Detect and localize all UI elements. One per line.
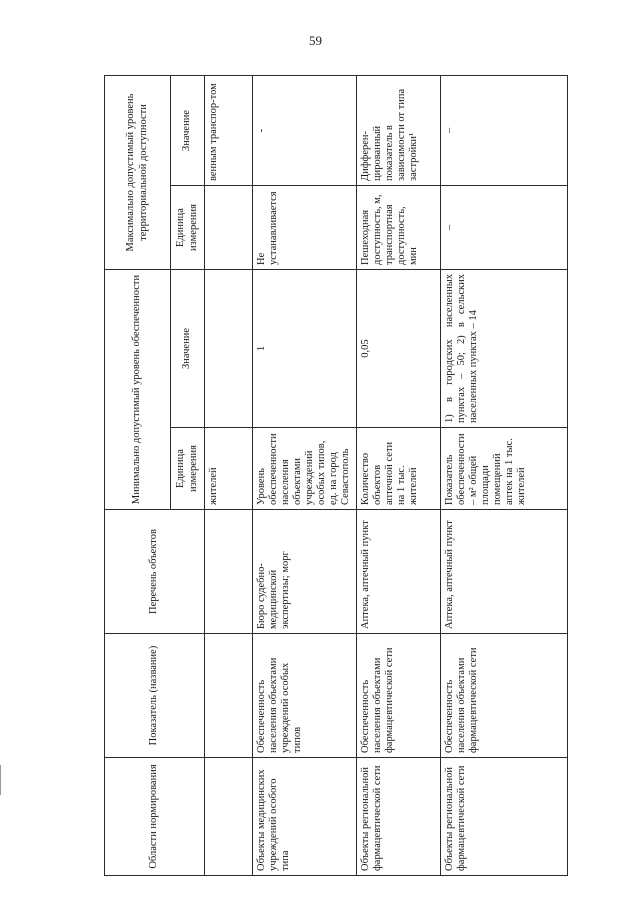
cell-objects: Аптека, аптечный пункт [440, 510, 567, 634]
header-objects: Перечень объектов [105, 510, 205, 634]
header-max-group: Максимально допустимый уровень территориальной доступности [105, 76, 171, 270]
cell-min-value: 0,05 [356, 270, 440, 428]
cell-indicator: Обеспеченность населения объектами фармацевтической сети [440, 634, 567, 758]
rotated-table-wrapper [104, 76, 559, 876]
cell-min-unit: Показатель обеспеченности – м² общей площади помещений аптек на 1 тыс. жителей [440, 428, 567, 510]
table-row [205, 76, 253, 876]
header-indicator: Показатель (название) [105, 634, 205, 758]
scan-edge-mark [0, 765, 1, 795]
table-body [205, 76, 568, 876]
cell-min-value [205, 270, 253, 428]
cell-indicator: Обеспеченность населения объектами фармацевтической сети [356, 634, 440, 758]
table-row [356, 76, 440, 876]
cell-area: Объекты региональной фармацевтической сети [356, 758, 440, 876]
header-min-value: Значение [171, 270, 205, 428]
header-max-unit: Единица измерения [171, 186, 205, 270]
cell-min-unit: Уровень обеспеченности населения объектами учреждений особых типов, ед. на город Севастополь [253, 428, 357, 510]
cell-max-unit [205, 186, 253, 270]
norms-table [104, 75, 568, 876]
cell-max-value: - [253, 76, 357, 186]
header-area: Области нормирования [105, 758, 205, 876]
header-min-group: Минимально допустимый уровень обеспеченности [105, 270, 171, 510]
cell-max-unit: Пешеходная доступность, м, транспортная доступность, мин [356, 186, 440, 270]
cell-objects [205, 510, 253, 634]
cell-min-value: 1) в городских населенных пунктах – 50; 2) в сельских населенных пунктах – 14 [440, 270, 567, 428]
cell-min-value: 1 [253, 270, 357, 428]
cell-area: Объекты медицинских учреждений особого типа [253, 758, 357, 876]
table-stage [104, 76, 559, 876]
page-number: 59 [309, 33, 322, 48]
cell-area: Объекты региональной фармацевтической сети [440, 758, 567, 876]
cell-max-unit: Не устанавливается [253, 186, 357, 270]
cell-max-unit: – [440, 186, 567, 270]
cell-area [205, 758, 253, 876]
cell-min-unit: жителей [205, 428, 253, 510]
table-row [440, 76, 567, 876]
cell-max-value: – [440, 76, 567, 186]
cell-max-value: Дифферен-цированный показатель в зависимости от типа застройки¹ [356, 76, 440, 186]
cell-indicator [205, 634, 253, 758]
table-header [105, 76, 205, 876]
header-max-value: Значение [171, 76, 205, 186]
cell-max-value: венным транспор-том [205, 76, 253, 186]
cell-indicator: Обеспеченность населения объектами учреждений особых типов [253, 634, 357, 758]
table-row [253, 76, 357, 876]
cell-min-unit: Количество объектов аптечной сети на 1 тыс. жителей [356, 428, 440, 510]
cell-objects: Аптека, аптечный пункт [356, 510, 440, 634]
header-min-unit: Единица измерения [171, 428, 205, 510]
cell-objects: Бюро судебно-медицинской экспертизы; морг [253, 510, 357, 634]
